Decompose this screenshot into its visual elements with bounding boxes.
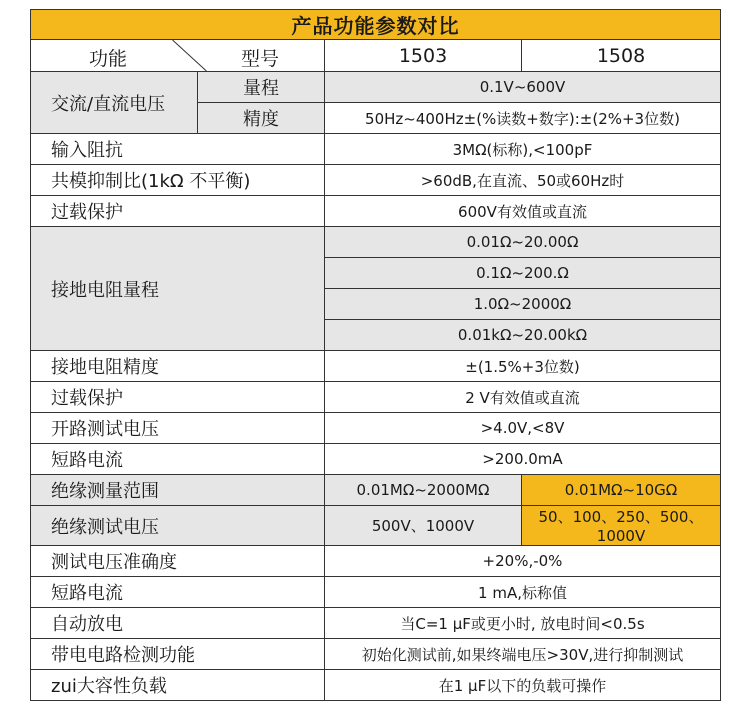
acdc-accuracy-value: 50Hz~400Hz±(%读数+数字):±(2%+3位数) (325, 103, 721, 134)
row-value: 当C=1 μF或更小时, 放电时间<0.5s (325, 608, 721, 639)
row-value: 2 V有效值或直流 (325, 382, 721, 413)
ground-range-value: 0.01kΩ~20.00kΩ (325, 320, 721, 351)
ground-range-label: 接地电阻量程 (31, 227, 325, 351)
header-model-1508: 1508 (522, 40, 721, 72)
row-label: 过载保护 (31, 196, 325, 227)
ground-range-value: 0.01Ω~20.00Ω (325, 227, 721, 258)
comparison-table (30, 9, 721, 701)
row-value: +20%,-0% (325, 546, 721, 577)
row-value: 3MΩ(标称),<100pF (325, 134, 721, 165)
header-function-model (31, 40, 325, 72)
row-label: 测试电压准确度 (31, 546, 325, 577)
row-value: >200.0mA (325, 444, 721, 475)
insulation-range-1508: 0.01MΩ~10GΩ (522, 475, 721, 506)
insulation-voltage-1508: 50、100、250、500、1000V (522, 506, 721, 546)
row-label: 接地电阻精度 (31, 351, 325, 382)
insulation-range-1503: 0.01MΩ~2000MΩ (325, 475, 522, 506)
row-label: 开路测试电压 (31, 413, 325, 444)
insulation-range-label: 绝缘测量范围 (31, 475, 325, 506)
row-label: 带电电路检测功能 (31, 639, 325, 670)
row-label: 短路电流 (31, 577, 325, 608)
row-value: 1 mA,标称值 (325, 577, 721, 608)
row-label: 输入阻抗 (31, 134, 325, 165)
header-model-1503: 1503 (325, 40, 522, 72)
acdc-range-label: 量程 (198, 72, 325, 103)
comparison-table-container (30, 9, 720, 701)
row-label: 短路电流 (31, 444, 325, 475)
row-label: 过载保护 (31, 382, 325, 413)
diagonal-divider (31, 40, 324, 71)
row-value: >60dB,在直流、50或60Hz时 (325, 165, 721, 196)
row-label: 自动放电 (31, 608, 325, 639)
row-value: >4.0V,<8V (325, 413, 721, 444)
row-label: zui大容性负载 (31, 670, 325, 701)
ground-range-value: 1.0Ω~2000Ω (325, 289, 721, 320)
acdc-label: 交流/直流电压 (31, 72, 198, 134)
table-title: 产品功能参数对比 (31, 10, 721, 40)
ground-range-value: 0.1Ω~200.Ω (325, 258, 721, 289)
row-value: ±(1.5%+3位数) (325, 351, 721, 382)
row-value: 初始化测试前,如果终端电压>30V,进行抑制测试 (325, 639, 721, 670)
acdc-accuracy-label: 精度 (198, 103, 325, 134)
row-label: 共模抑制比(1kΩ 不平衡) (31, 165, 325, 196)
acdc-range-value: 0.1V~600V (325, 72, 721, 103)
row-value: 在1 μF以下的负载可操作 (325, 670, 721, 701)
row-value: 600V有效值或直流 (325, 196, 721, 227)
insulation-voltage-1503: 500V、1000V (325, 506, 522, 546)
insulation-voltage-label: 绝缘测试电压 (31, 506, 325, 546)
header-function-label: 功能 (89, 48, 128, 70)
header-model-label: 型号 (241, 48, 280, 70)
